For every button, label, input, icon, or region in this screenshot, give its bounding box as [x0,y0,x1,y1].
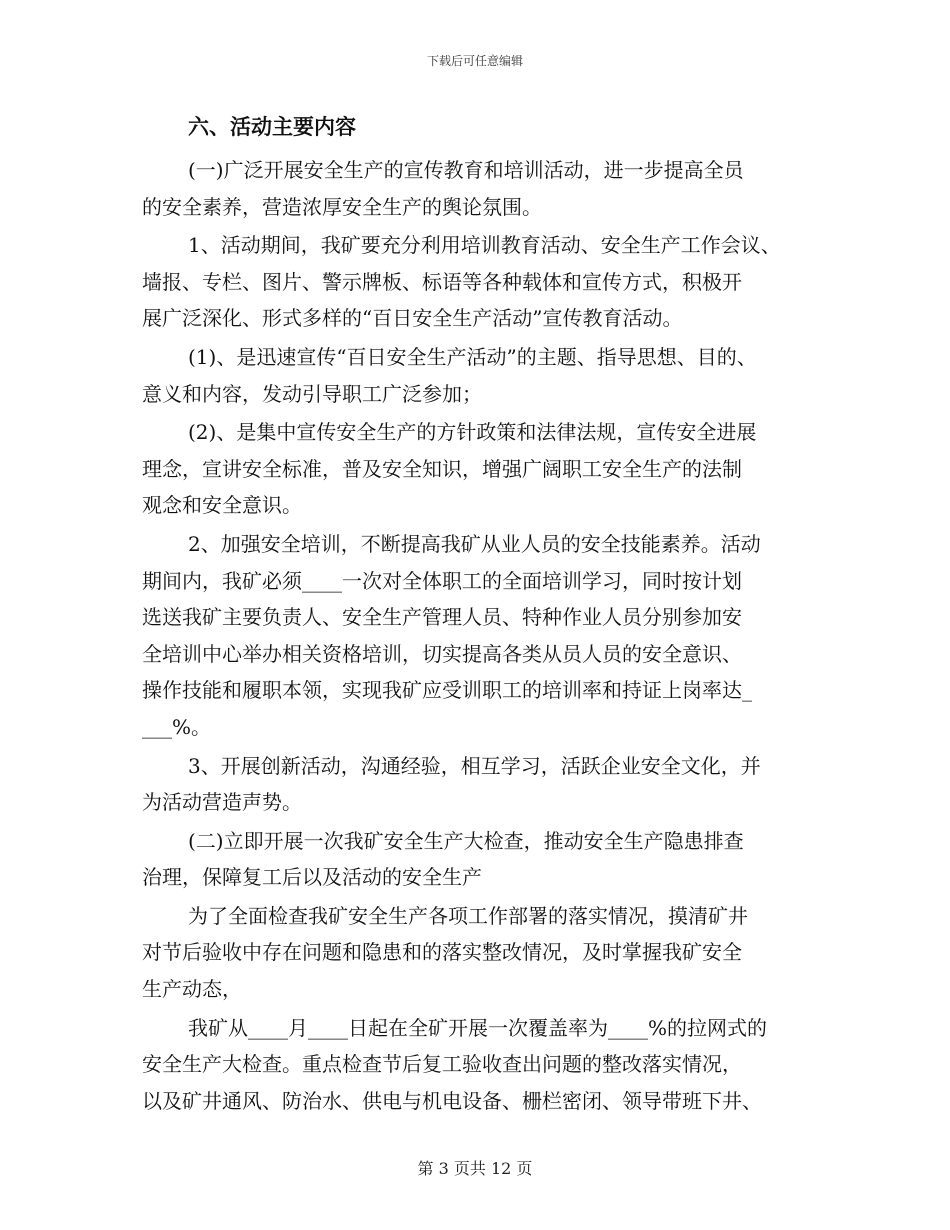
paragraph-item-2 [142,526,812,746]
text-line: ___%。 [142,714,212,739]
text-line: (2)、是集中宣传安全生产的方针政策和法律法规，宣传安全进展 [188,420,757,445]
paragraph-subitem-2 [142,414,812,524]
paragraph-publicity [142,152,812,225]
text-line: 全培训中心举办相关资格培训，切实提高各类从员人员的安全意识、 [142,641,742,666]
text-line: 的安全素养，营造浓厚安全生产的舆论氛围。 [142,194,542,219]
text-line: 期间内，我矿必须____一次对全体职工的全面培训学习，同时按计划 [142,568,742,593]
section-title: 六、活动主要内容 [188,114,356,139]
text-line: 3、开展创新活动，沟通经验，相互学习，活跃企业安全文化，并 [188,753,761,778]
text-line: 生产动态， [142,977,242,1002]
text-line: 1、活动期间，我矿要充分利用培训教育活动、安全生产工作会议、 [188,233,781,258]
page-header: 下载后可任意编辑 [426,54,523,68]
paragraph-purpose [142,898,812,1008]
document-body [142,108,812,1121]
text-line: 我矿从____月____日起在全矿开展一次覆盖率为____%的拉网式的 [188,1015,768,1040]
text-line: 意义和内容，发动引导职工广泛参加； [142,381,482,406]
text-line: 2、加强安全培训，不断提高我矿从业人员的安全技能素养。活动 [188,531,761,556]
text-line: (二)立即开展一次我矿安全生产大检查，推动安全生产隐患排查 [188,828,744,853]
text-line: 为了全面检查我矿安全生产各项工作部署的落实情况，摸清矿井 [188,903,748,928]
text-line: 治理，保障复工后以及活动的安全生产 [142,865,482,890]
text-line: 墙报、专栏、图片、警示牌板、标语等各种载体和宣传方式，积极开 [142,269,742,294]
text-line: (1)、是迅速宣传“百日安全生产活动”的主题、指导思想、目的、 [188,344,757,369]
paragraph-inspection [142,823,812,896]
text-line: 理念，宣讲安全标准，普及安全知识，增强广阔职工安全生产的法制 [142,456,742,481]
page-number-footer: 第 3 页共 12 页 [417,1159,533,1178]
text-line: 对节后验收中存在问题和隐患和的落实整改情况，及时掌握我矿安全 [142,940,742,965]
paragraph-schedule [142,1010,812,1120]
text-line: 为活动营造声势。 [142,790,302,815]
text-line: 选送我矿主要负责人、安全生产管理人员、特种作业人员分别参加安 [142,605,742,630]
text-line: 操作技能和履职本领，实现我矿应受训职工的培训率和持证上岗率达_ [142,678,752,703]
text-line: 安全生产大检查。重点检查节后复工验收查出问题的整改落实情况， [142,1052,742,1077]
paragraph-item-1 [142,227,812,337]
text-line: 观念和安全意识。 [142,493,302,518]
text-line: 展广泛深化、形式多样的“百日安全生产活动”宣传教育活动。 [142,306,683,331]
paragraph-item-3 [142,748,812,821]
text-line: (一)广泛开展安全生产的宣传教育和培训活动，进一步提高全员 [188,158,744,182]
paragraph-subitem-1 [142,339,812,412]
text-line: 以及矿井通风、防治水、供电与机电设备、栅栏密闭、领导带班下井、 [142,1088,762,1113]
